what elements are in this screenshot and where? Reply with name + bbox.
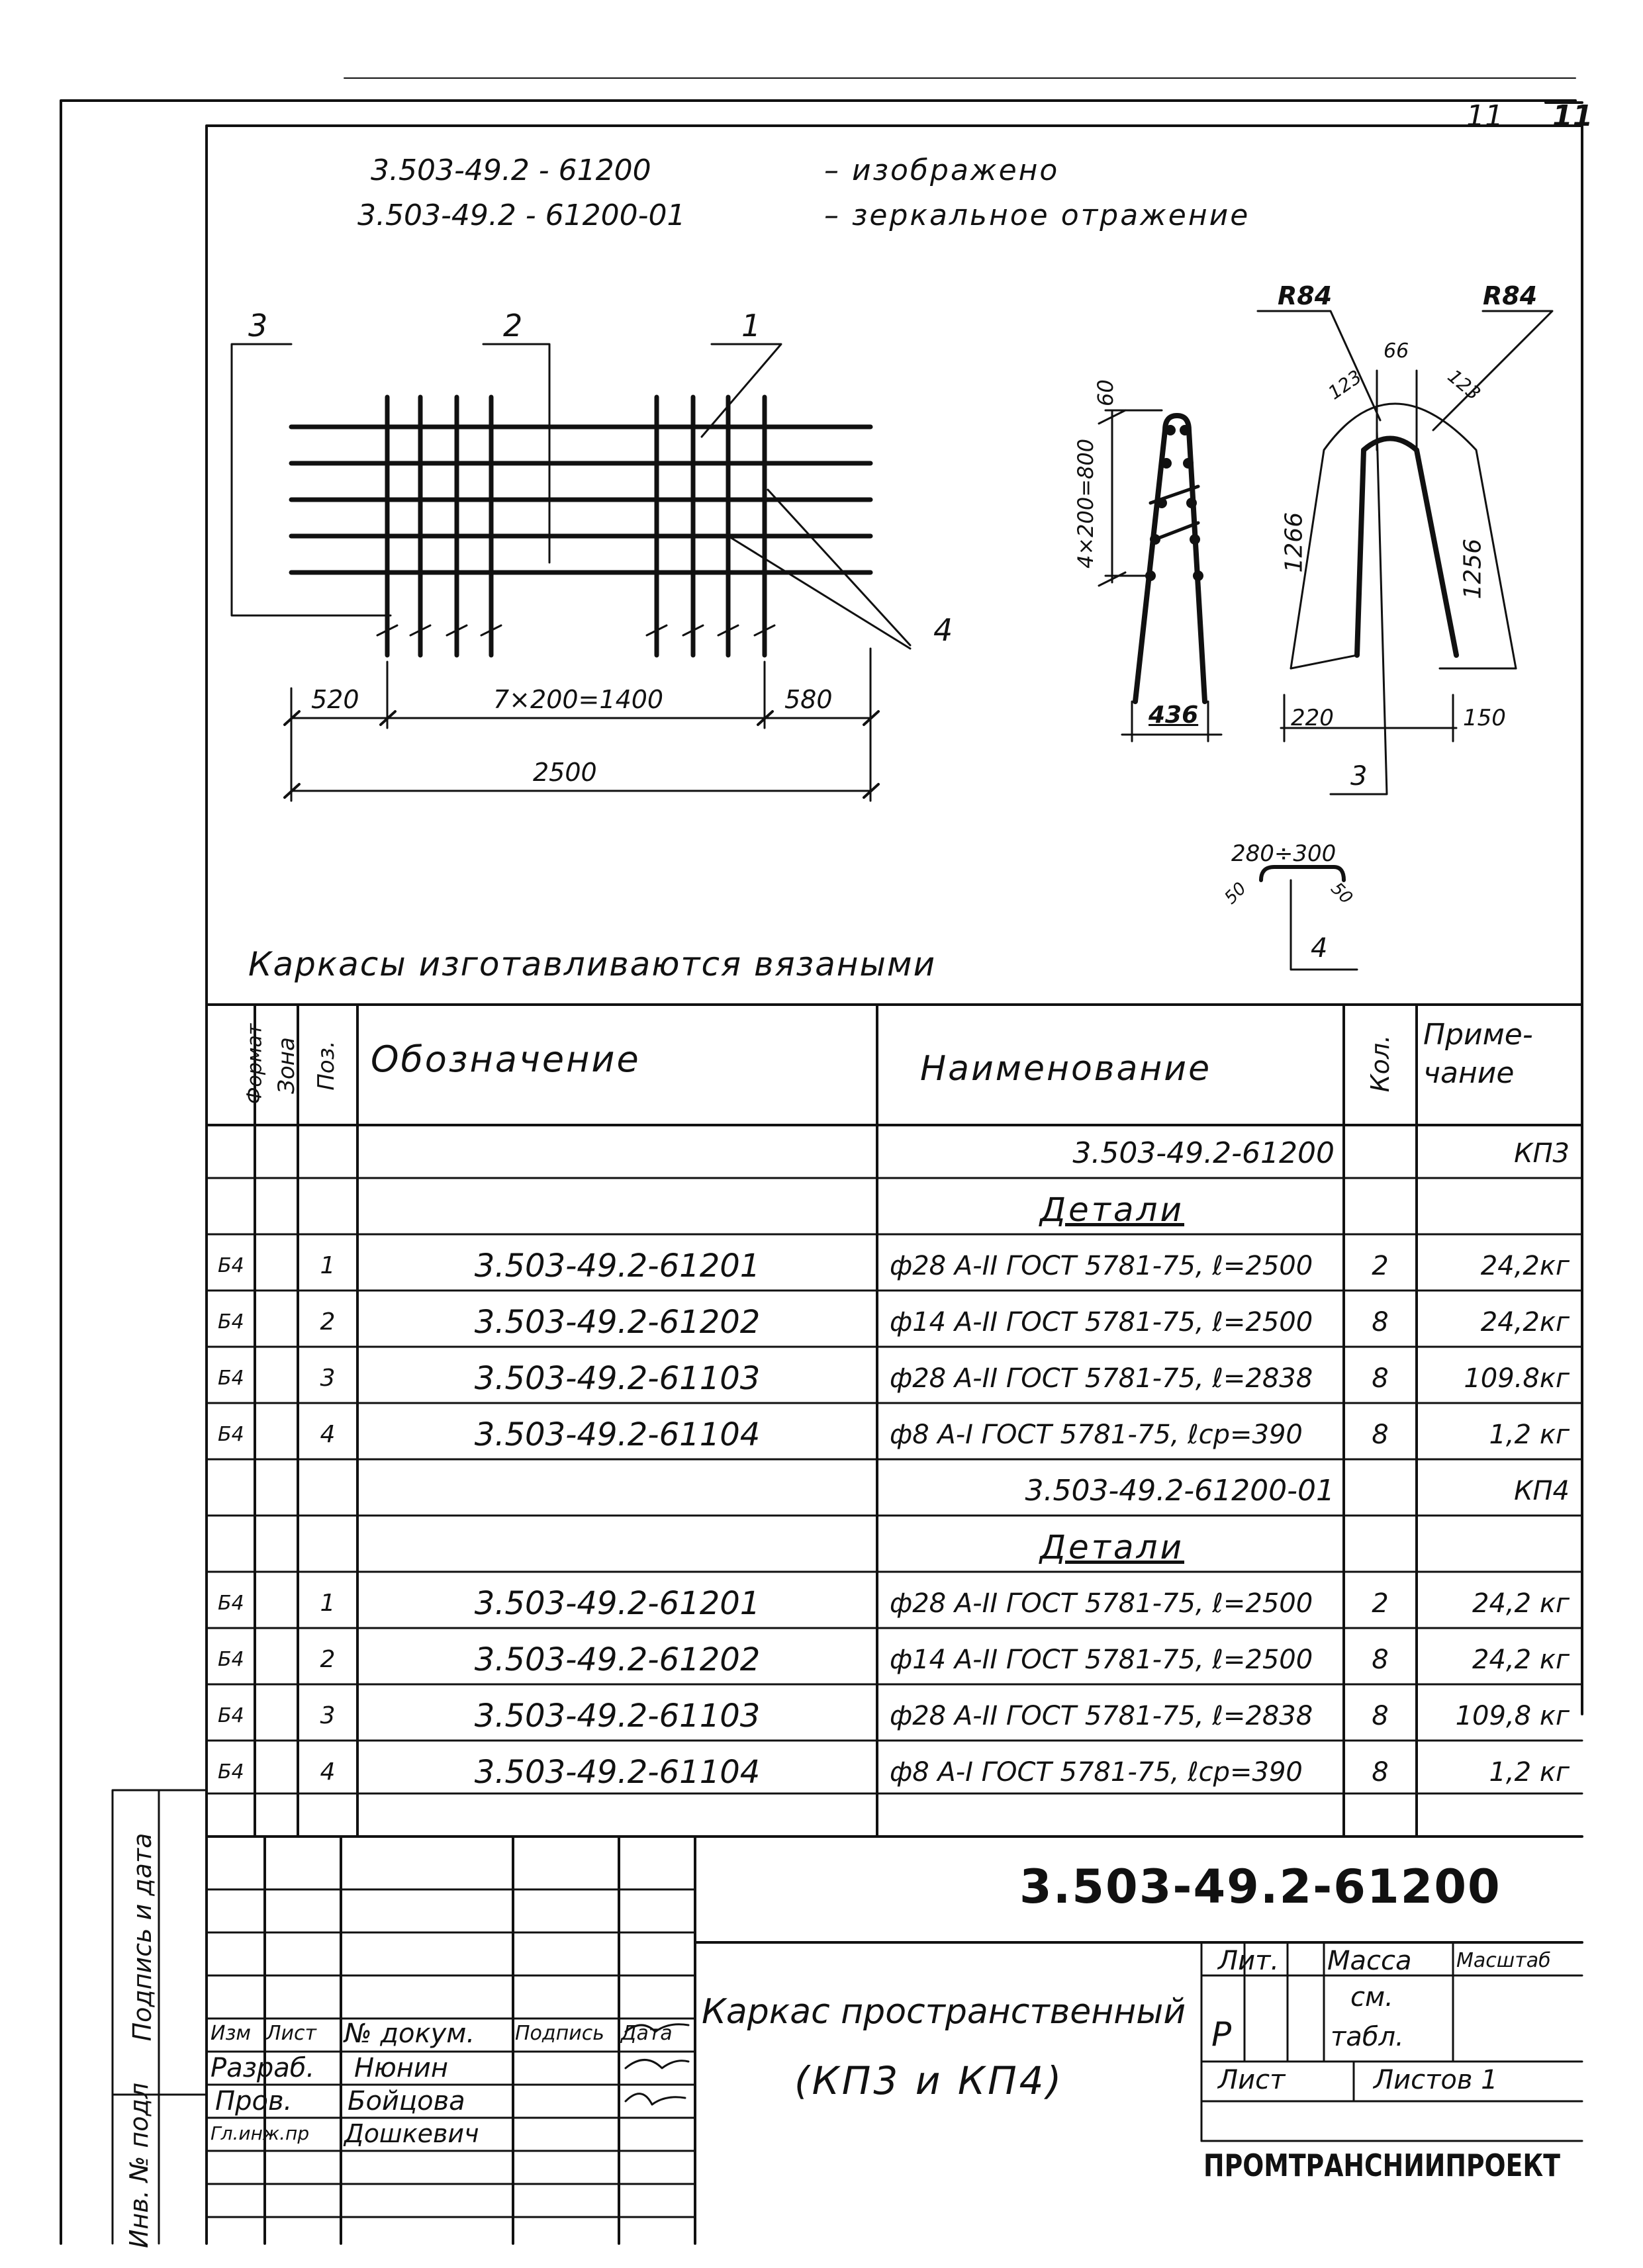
cell-pos (298, 1519, 357, 1575)
ubar-drawing (1258, 311, 1552, 970)
cell-designation: 3.503-49.2-61103 (474, 1697, 761, 1735)
name-razrab: Нюнин (354, 2053, 449, 2083)
name-gip: Дошкевич (344, 2119, 479, 2148)
title-line2: (КП3 и КП4) (794, 2058, 1064, 2103)
dim-r-left: R84 (1278, 281, 1333, 310)
header-code-2: 3.503-49.2 - 61200-01 (357, 199, 686, 232)
cell-qty (1344, 1463, 1417, 1519)
header-text-2: – зеркальное отражение (824, 199, 1250, 232)
th-pos: Поз. (313, 1040, 340, 1091)
dim-bottom-left: 220 (1291, 705, 1334, 731)
cell-pos (298, 1125, 357, 1181)
label-pos3: 3 (248, 308, 268, 343)
cell-designation (357, 1463, 877, 1519)
cell-qty (1344, 1125, 1417, 1181)
dim-bottom-right: 150 (1463, 705, 1506, 731)
cell-format (209, 1181, 255, 1238)
label-pos3-right: 3 (1350, 761, 1368, 792)
cell-name: ф28 А-II ГОСТ 5781-75, ℓ=2500 (890, 1250, 1313, 1281)
mass-label: Масса (1327, 1946, 1412, 1976)
cell-qty: 2 (1372, 1250, 1389, 1281)
dim-right: 580 (784, 685, 833, 714)
dim-arc-right: 123 (1443, 365, 1485, 405)
page-number: 11 (1466, 99, 1503, 133)
cell-pos: 4 (320, 1758, 336, 1786)
cell-note: КП3 (1514, 1138, 1570, 1169)
cell-format (209, 1463, 255, 1519)
cell-designation: 3.503-49.2-61103 (474, 1359, 761, 1397)
cell-format (209, 1125, 255, 1181)
header-text-1: – изображено (824, 154, 1060, 187)
dim-section-top: 60 (1093, 379, 1118, 406)
cell-qty: 2 (1372, 1588, 1389, 1619)
th-note: Приме-чание (1423, 1018, 1533, 1090)
cell-designation: 3.503-49.2-61201 (474, 1584, 761, 1622)
dim-left: 520 (311, 685, 359, 714)
stamp-inv-no: Инв. № подл (124, 2082, 154, 2248)
cell-pos: 3 (320, 1702, 336, 1729)
doc-code: 3.503-49.2-61200 (1019, 1860, 1501, 1914)
cell-designation: 3.503-49.2-61202 (474, 1641, 761, 1678)
drawing-note: Каркасы изготавливаются вязаными (248, 945, 937, 983)
dim-total: 2500 (533, 758, 597, 787)
cell-qty (1344, 1181, 1417, 1238)
dim-section-width: 436 (1149, 702, 1199, 729)
th-qty: Кол. (1366, 1034, 1395, 1093)
cell-pos: 3 (320, 1365, 336, 1392)
role-razrab: Разраб. (211, 2053, 315, 2083)
cell-designation: 3.503-49.2-61202 (474, 1303, 761, 1341)
cell-name: Детали (1039, 1190, 1185, 1229)
cell-name: ф8 А-I ГОСТ 5781-75, ℓср=390 (890, 1756, 1303, 1788)
cell-name: ф14 А-II ГОСТ 5781-75, ℓ=2500 (890, 1306, 1313, 1338)
dim-arc-left: 123 (1324, 365, 1366, 404)
label-pos1: 1 (741, 308, 761, 343)
cell-name: ф14 А-II ГОСТ 5781-75, ℓ=2500 (890, 1644, 1313, 1675)
mass-value-1: см. (1350, 1982, 1393, 2013)
cell-name: ф28 А-II ГОСТ 5781-75, ℓ=2838 (890, 1363, 1313, 1394)
cell-format: Б4 (218, 1310, 244, 1334)
cell-qty: 8 (1372, 1363, 1389, 1394)
cell-name: ф28 А-II ГОСТ 5781-75, ℓ=2838 (890, 1700, 1313, 1731)
title-line1: Каркас пространственный (702, 1992, 1186, 2032)
cell-pos: 4 (320, 1421, 336, 1448)
dim-r-right: R84 (1483, 281, 1538, 310)
cell-format: Б4 (218, 1760, 244, 1784)
dim-66: 66 (1384, 340, 1409, 363)
dim-hook-length: 280÷300 (1231, 840, 1337, 867)
th-zone: Зона (273, 1037, 300, 1094)
cell-format: Б4 (218, 1254, 244, 1277)
cell-note: 24,2кг (1480, 1250, 1570, 1281)
col-sign: Подпись (515, 2022, 604, 2045)
cell-note: 24,2 кг (1472, 1644, 1570, 1675)
cell-name: 3.503-49.2-61200 (1072, 1136, 1335, 1170)
dim-leg-left: 1266 (1280, 512, 1308, 573)
cell-qty: 8 (1372, 1756, 1389, 1788)
label-pos4: 4 (933, 612, 953, 648)
organization: ПРОМТРАНСНИИПРОЕКТ (1203, 2148, 1560, 2183)
cell-pos (298, 1463, 357, 1519)
cell-note: 1,2 кг (1489, 1756, 1570, 1788)
cell-qty: 8 (1372, 1644, 1389, 1675)
label-pos2: 2 (503, 308, 523, 343)
page-number-box: 11 (1552, 99, 1593, 133)
th-name: Наименование (920, 1049, 1212, 1089)
name-prov: Бойцова (348, 2086, 465, 2116)
header-code-1: 3.503-49.2 - 61200 (371, 154, 651, 187)
role-gip: Гл.инж.пр (211, 2122, 310, 2144)
cell-format: Б4 (218, 1648, 244, 1671)
cell-note: 24,2кг (1480, 1306, 1570, 1338)
dim-leg-right: 1256 (1459, 538, 1487, 600)
cell-format: Б4 (218, 1592, 244, 1615)
cell-note: 1,2 кг (1489, 1419, 1570, 1450)
cell-designation (357, 1125, 877, 1181)
th-format: Формат (243, 1023, 267, 1105)
mesh-drawing (232, 344, 910, 801)
cell-designation: 3.503-49.2-61104 (474, 1753, 761, 1791)
cell-name: ф8 А-I ГОСТ 5781-75, ℓср=390 (890, 1419, 1303, 1450)
cell-format: Б4 (218, 1367, 244, 1390)
cell-note (1417, 1181, 1579, 1238)
cell-designation (357, 1519, 877, 1575)
cell-qty: 8 (1372, 1306, 1389, 1338)
col-list: Лист (266, 2022, 317, 2045)
cell-name: ф28 А-II ГОСТ 5781-75, ℓ=2500 (890, 1588, 1313, 1619)
cell-note: 24,2 кг (1472, 1588, 1570, 1619)
dim-section-height: 4×200=800 (1073, 438, 1098, 568)
lit-value: Р (1211, 2015, 1232, 2054)
cell-pos: 2 (320, 1646, 336, 1673)
cell-designation (357, 1181, 877, 1238)
cell-note: 109.8кг (1464, 1363, 1570, 1394)
cell-name: 3.503-49.2-61200-01 (1025, 1474, 1335, 1508)
cell-format: Б4 (218, 1704, 244, 1727)
cell-pos: 1 (320, 1252, 336, 1279)
cell-designation: 3.503-49.2-61201 (474, 1247, 761, 1285)
cell-note: КП4 (1514, 1475, 1570, 1506)
cell-qty: 8 (1372, 1700, 1389, 1731)
scale-label: Масштаб (1456, 1949, 1551, 1972)
th-designation: Обозначение (371, 1038, 641, 1080)
cell-qty: 8 (1372, 1419, 1389, 1450)
col-izm: Изм (211, 2022, 252, 2045)
mass-value-2: табл. (1331, 2022, 1404, 2052)
cell-format: Б4 (218, 1423, 244, 1446)
col-doc-no: № докум. (344, 2019, 475, 2049)
cell-qty (1344, 1519, 1417, 1575)
cell-name: Детали (1039, 1527, 1185, 1566)
sheets-label: Листов 1 (1374, 2065, 1498, 2095)
label-pos4-hook: 4 (1311, 933, 1328, 964)
col-date: Дата (621, 2022, 673, 2045)
cell-pos: 1 (320, 1590, 336, 1617)
dim-hook-right: 50 (1327, 878, 1356, 909)
cell-pos (298, 1181, 357, 1238)
lit-label: Лит. (1218, 1946, 1280, 1976)
cell-format (209, 1519, 255, 1575)
role-prov: Пров. (215, 2086, 293, 2116)
sheet-label: Лист (1218, 2065, 1286, 2095)
dim-middle: 7×200=1400 (493, 685, 664, 714)
stamp-sign-date: Подпись и дата (128, 1833, 157, 2042)
cell-note (1417, 1519, 1579, 1575)
dim-hook-left: 50 (1221, 878, 1250, 909)
cell-note: 109,8 кг (1455, 1700, 1570, 1731)
cell-pos: 2 (320, 1308, 336, 1336)
section-drawing (1099, 410, 1221, 741)
cell-designation: 3.503-49.2-61104 (474, 1416, 761, 1453)
